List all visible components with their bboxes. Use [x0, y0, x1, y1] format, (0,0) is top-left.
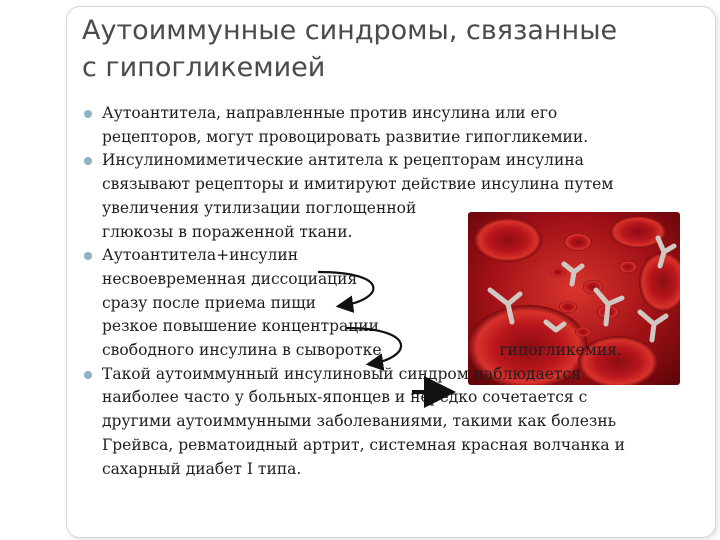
bullet-dot-icon: [84, 371, 92, 379]
bullet-line: увеличения утилизации поглощенной: [102, 198, 417, 217]
bullet-line: рецепторов, могут провоцировать развитие гипогликемии.: [102, 127, 589, 146]
line-text: свободного инсулина в сыворотке: [102, 341, 382, 360]
bullet-item: [82, 149, 682, 244]
title-line: с гипогликемией: [82, 52, 326, 83]
bullet-line: несвоевременная диссоциация: [102, 269, 358, 288]
bullet-dot-icon: [84, 252, 92, 260]
bullet-item: [82, 363, 682, 482]
title-line: Аутоиммунные синдромы, связанные: [82, 15, 618, 46]
bullet-line: резкое повышение концентрации: [102, 317, 379, 336]
bullet-line: Грейвса, ревматоидный артрит, системная красная волчанка и: [102, 435, 625, 454]
bullet-line: Аутоантитела+инсулин: [102, 246, 299, 265]
line-text: гипогликемия.: [499, 341, 622, 360]
bullet-line: Инсулиномиметические антитела к рецепторам инсулина: [102, 151, 584, 170]
bullet-dot-icon: [84, 157, 92, 165]
bullet-line: другими аутоиммунными заболеваниями, такими как болезнь: [102, 412, 617, 431]
bullet-item: [82, 244, 682, 363]
bullet-line: сахарный диабет I типа.: [102, 459, 302, 478]
bullet-line: [102, 339, 682, 363]
bullet-line: наиболее часто у больных-японцев и нередко сочетается с: [102, 388, 588, 407]
bullet-item: [82, 102, 682, 149]
bullet-line: глюкозы в пораженной ткани.: [102, 222, 353, 241]
bullet-line: Такой аутоиммунный инсулиновый синдром наблюдается: [102, 364, 581, 383]
bullet-line: сразу после приема пищи: [102, 293, 317, 312]
bullet-line: связывают рецепторы и имитируют действие инсулина путем: [102, 175, 614, 194]
bullet-line: Аутоантитела, направленные против инсулина или его: [102, 104, 558, 122]
bullet-dot-icon: [84, 110, 92, 118]
slide-title: [82, 12, 682, 86]
slide-body: [82, 102, 682, 481]
